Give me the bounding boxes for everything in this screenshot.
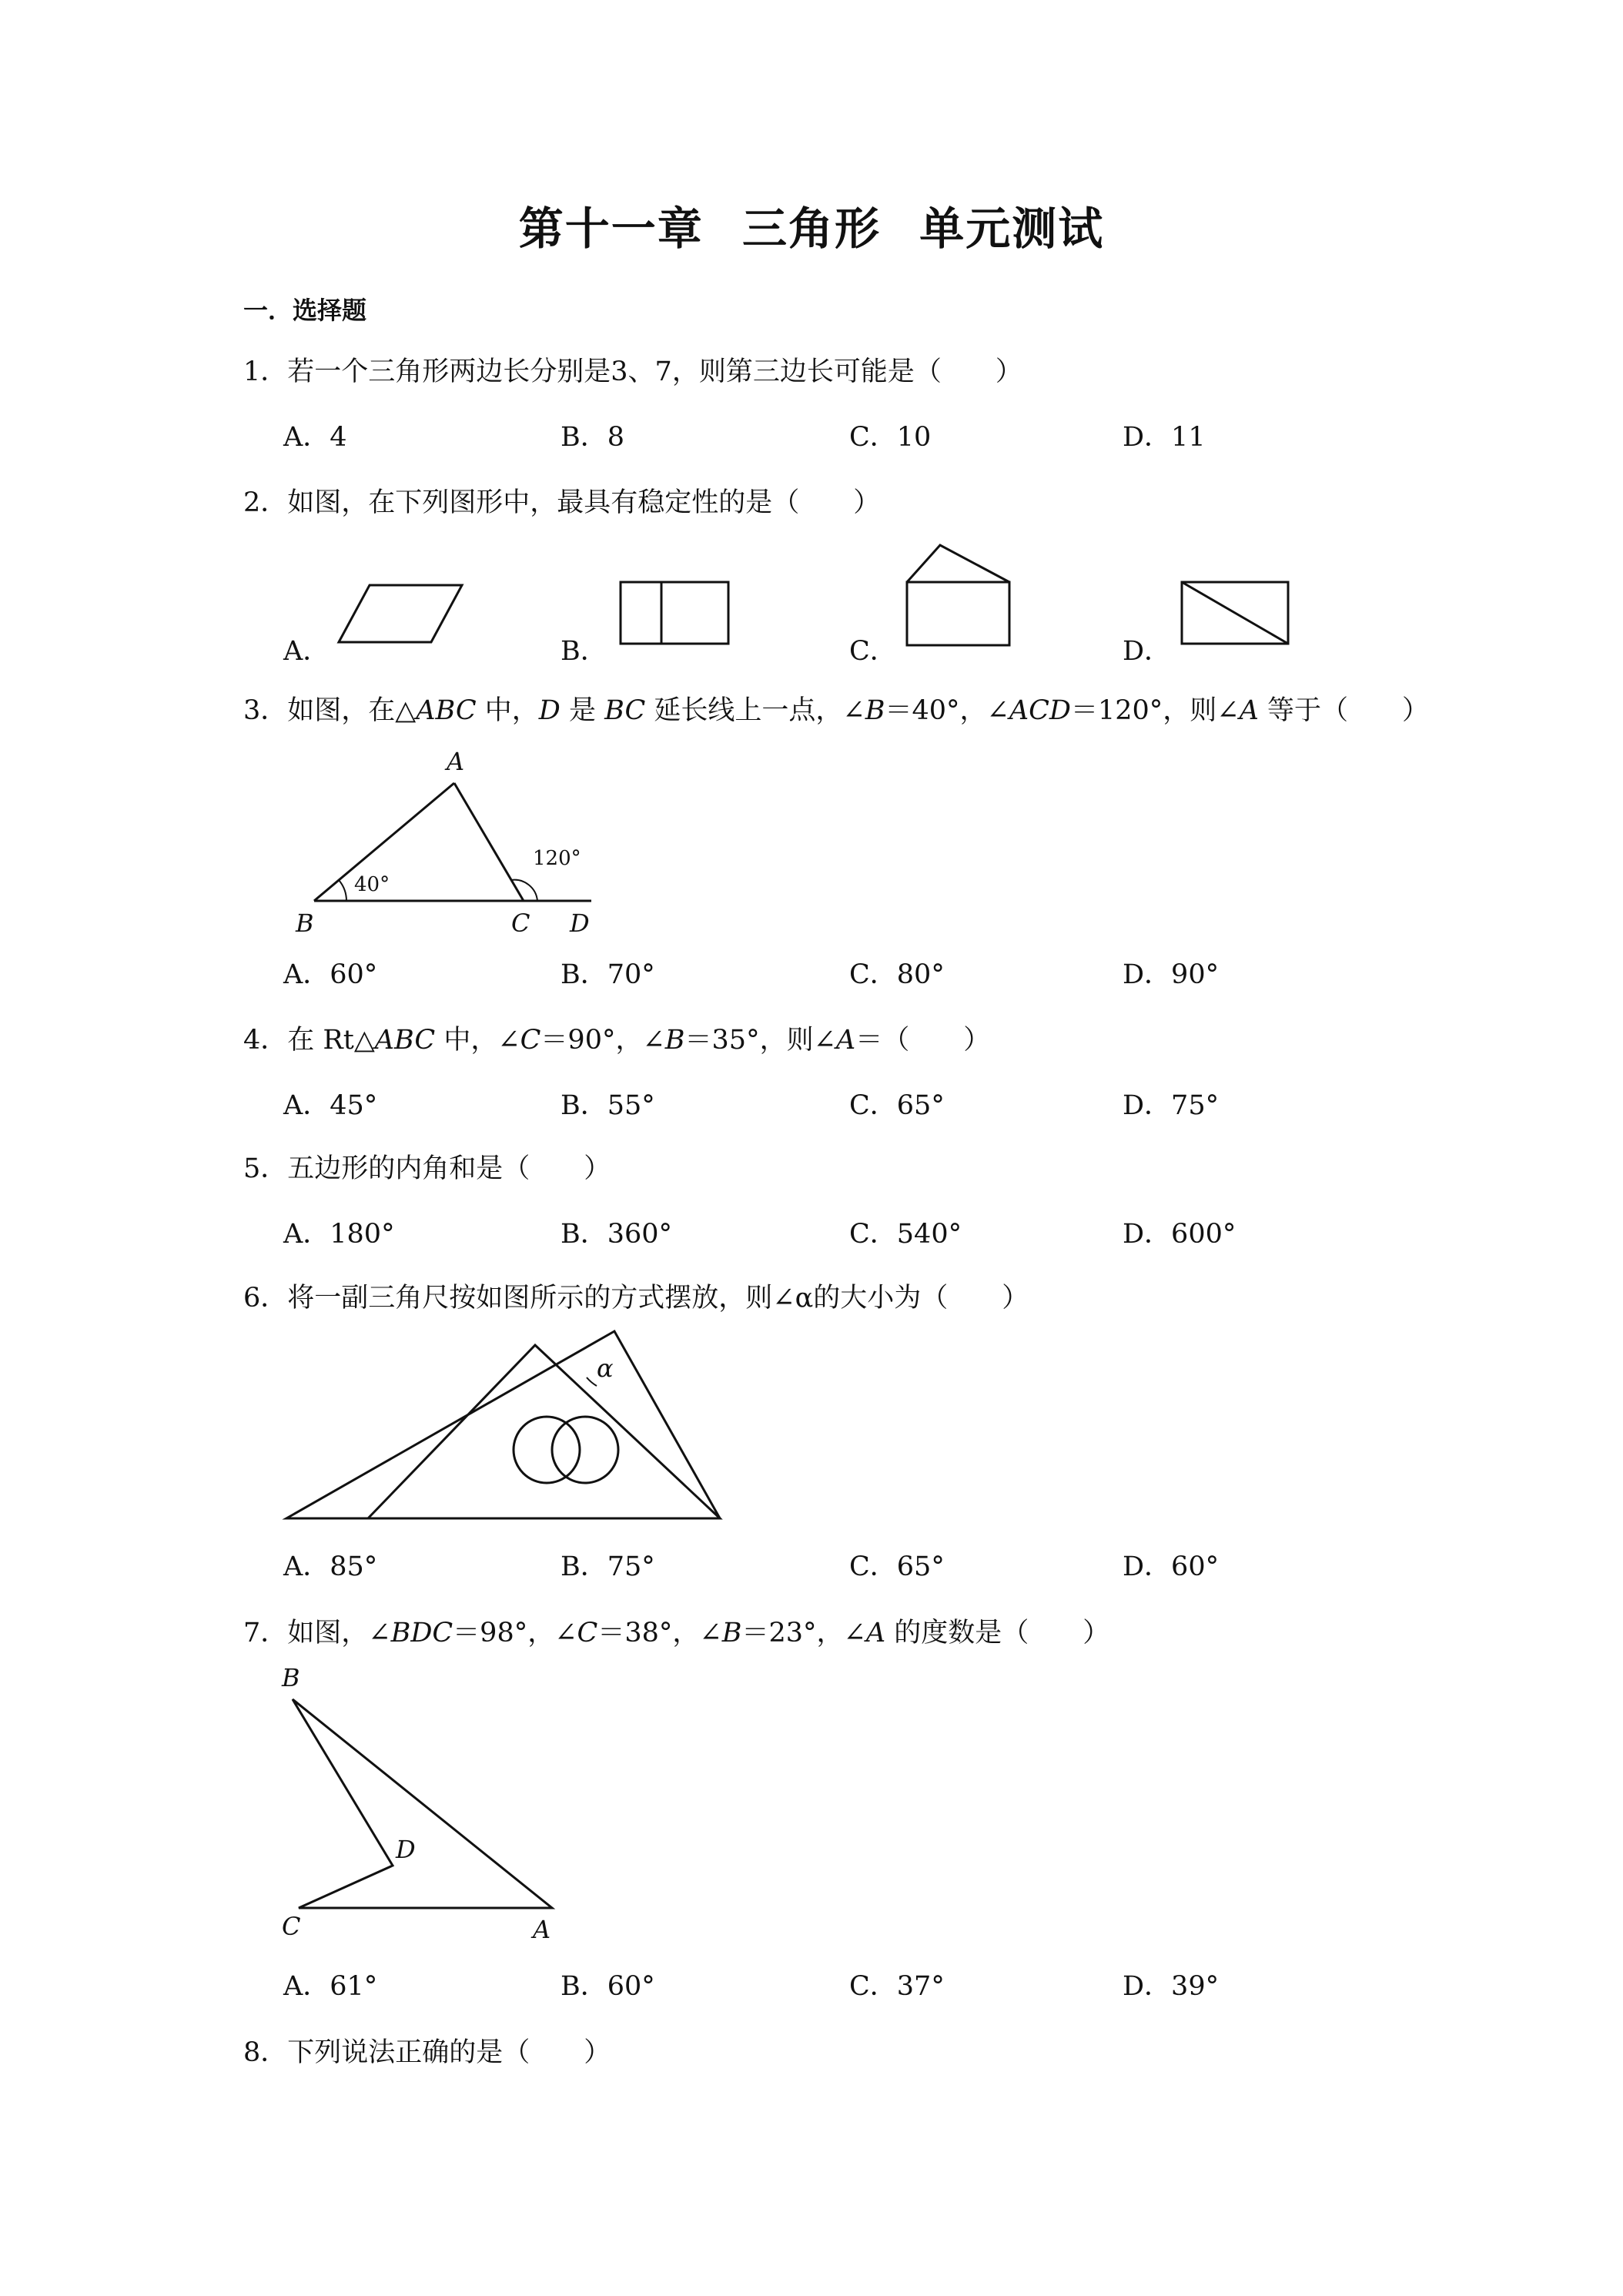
- option-c: C．65°: [849, 1090, 945, 1121]
- question-paren-close: ）: [584, 1153, 611, 1184]
- parallelogram-shape: [339, 579, 470, 648]
- option-b: B．8: [561, 422, 624, 453]
- section-heading: 一．选择题: [243, 296, 367, 325]
- question-number: 4．: [243, 1025, 288, 1056]
- page-title: [0, 192, 1623, 257]
- diagonal-rectangle-shape: [1180, 579, 1291, 648]
- option-c: C．37°: [849, 1971, 945, 2002]
- option-c: C．80°: [849, 959, 945, 990]
- figure-triangle-abc-exterior: [293, 743, 601, 943]
- angle-acd-label: 120°: [533, 847, 581, 870]
- option-b: B．70°: [561, 959, 655, 990]
- figure-rectangle-diagonal: [1180, 579, 1291, 648]
- question-1: [243, 350, 1022, 389]
- divided-rectangle-shape: [619, 579, 731, 648]
- question-number: 1．: [243, 356, 288, 387]
- question-paren-close: ）: [1402, 695, 1430, 726]
- vertex-label-c: C: [282, 1912, 301, 1941]
- angle-alpha-label: α: [597, 1354, 614, 1383]
- question-8: [243, 2031, 611, 2070]
- option-c: C．: [849, 636, 897, 667]
- title-topic: 三角形: [741, 202, 881, 255]
- option-a: A．45°: [283, 1090, 378, 1121]
- option-d: D．11: [1123, 422, 1206, 453]
- title-unit-test: 单元测试: [919, 202, 1105, 255]
- question-3: 3．如图，在△ABC 中，D 是 BC 延长线上一点，∠B＝40°，∠ACD＝120°，则∠A 等于（ ）: [243, 695, 1430, 726]
- option-c: C．540°: [849, 1219, 962, 1250]
- question-5: [243, 1147, 611, 1186]
- house-shape: [905, 544, 1013, 650]
- angle-b-label: 40°: [354, 873, 390, 896]
- option-a: A．180°: [283, 1219, 395, 1250]
- triangle-abc-diagram: [293, 743, 601, 943]
- option-c: C．65°: [849, 1551, 945, 1582]
- question-6: [243, 1277, 1029, 1315]
- option-b: B．: [561, 636, 607, 667]
- figure-concave-quadrilateral: [279, 1659, 571, 1952]
- option-a: A．4: [283, 422, 347, 453]
- question-number: 5．: [243, 1153, 288, 1184]
- question-7: 7．如图，∠BDC＝98°，∠C＝38°，∠B＝23°，∠A 的度数是（ ）: [243, 1618, 1110, 1648]
- option-d: D．39°: [1123, 1971, 1220, 2002]
- question-paren-close: ）: [995, 356, 1022, 387]
- question-text: 下列说法正确的是（: [287, 2037, 530, 2068]
- option-d: D．600°: [1123, 1219, 1236, 1250]
- figure-house: [905, 544, 1013, 650]
- question-paren-close: ）: [853, 487, 881, 518]
- option-a: A．85°: [283, 1551, 378, 1582]
- question-number: 6．: [243, 1283, 288, 1314]
- option-b: B．55°: [561, 1090, 655, 1121]
- title-chapter: 第十一章: [518, 202, 704, 255]
- vertex-label-d: D: [570, 909, 590, 938]
- vertex-label-d: D: [396, 1835, 416, 1864]
- question-paren-close: ）: [584, 2037, 611, 2068]
- option-a: A．60°: [283, 959, 378, 990]
- option-d: D．90°: [1123, 959, 1220, 990]
- question-text: 将一副三角尺按如图所示的方式摆放，则∠α的大小为（: [287, 1283, 949, 1314]
- question-paren-close: ）: [1002, 1283, 1029, 1314]
- vertex-label-a: A: [533, 1915, 551, 1944]
- option-d: D．75°: [1123, 1090, 1220, 1121]
- option-d: D．60°: [1123, 1551, 1220, 1582]
- question-paren-close: ）: [963, 1025, 991, 1056]
- figure-rectangle-divided: [619, 579, 731, 648]
- option-a: A．: [283, 636, 330, 667]
- question-2: [243, 481, 880, 520]
- option-b: B．60°: [561, 1971, 655, 2002]
- question-text: 若一个三角形两边长分别是3、7，则第三边长可能是（: [287, 356, 942, 387]
- concave-quadrilateral-diagram: [279, 1659, 571, 1952]
- vertex-label-a: A: [447, 747, 465, 776]
- figure-parallelogram: [339, 579, 470, 648]
- vertex-label-b: B: [296, 909, 314, 938]
- question-text: 五边形的内角和是（: [287, 1153, 530, 1184]
- question-number: 8．: [243, 2037, 288, 2068]
- vertex-label-c: C: [511, 909, 530, 938]
- option-b: B．75°: [561, 1551, 655, 1582]
- question-number: 2．: [243, 487, 288, 518]
- option-b: B．360°: [561, 1219, 673, 1250]
- figure-set-squares: [285, 1328, 724, 1528]
- option-d: D．: [1123, 636, 1172, 667]
- set-squares-diagram: [285, 1328, 724, 1528]
- option-a: A．61°: [283, 1971, 378, 2002]
- question-number: 3．: [243, 695, 288, 726]
- question-paren-close: ）: [1083, 1618, 1110, 1648]
- question-4: 4．在 Rt△ABC 中，∠C＝90°，∠B＝35°，则∠A＝（ ）: [243, 1025, 991, 1056]
- question-number: 7．: [243, 1618, 288, 1648]
- option-c: C．10: [849, 422, 932, 453]
- vertex-label-b: B: [282, 1663, 300, 1692]
- question-text: 如图，在下列图形中，最具有稳定性的是（: [287, 487, 800, 518]
